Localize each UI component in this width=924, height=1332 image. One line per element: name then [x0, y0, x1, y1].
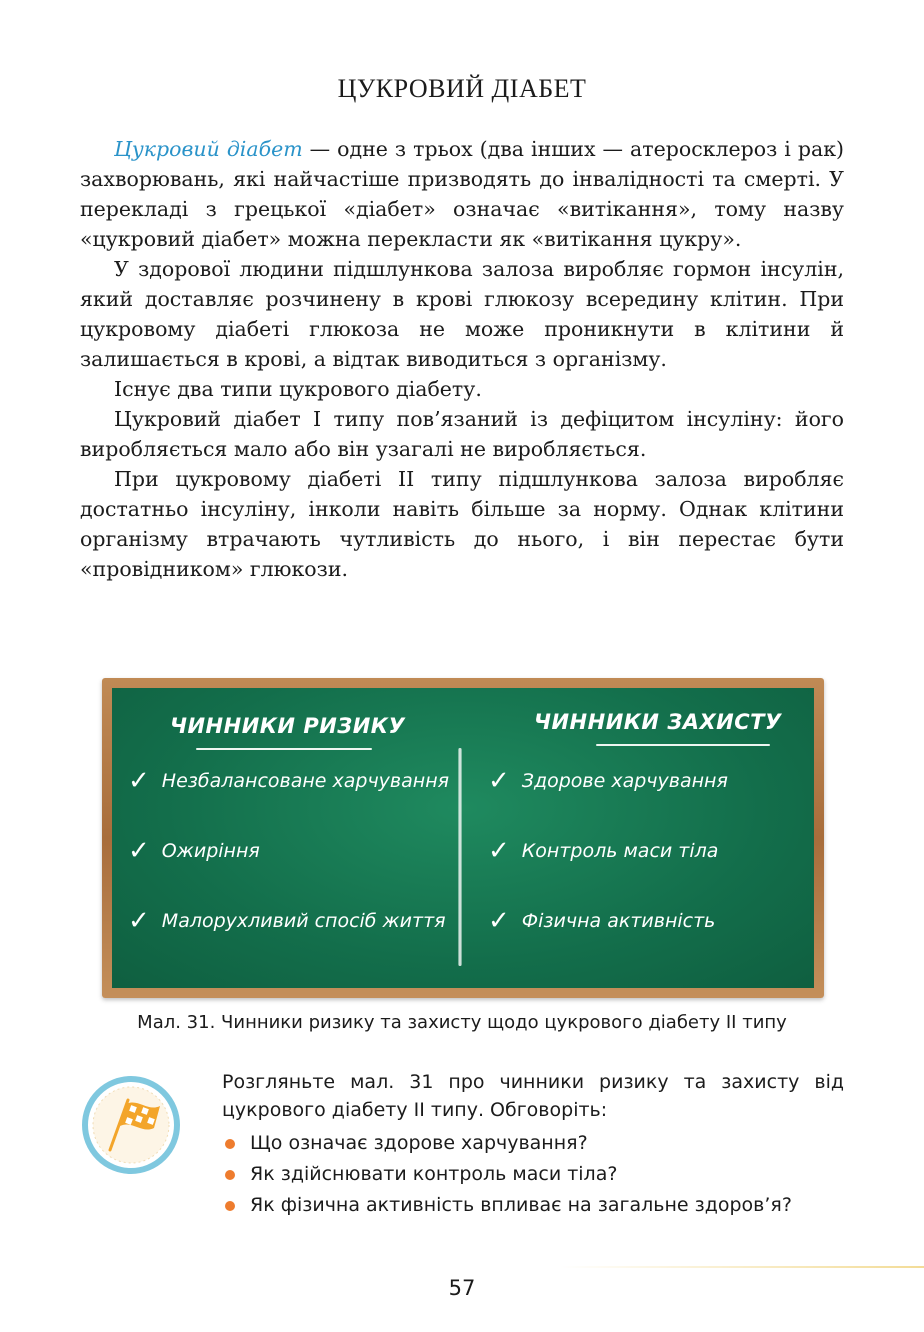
protective-item: ✓ Здорове харчування	[488, 766, 728, 796]
bullet-icon	[225, 1201, 235, 1211]
board-divider	[458, 748, 462, 966]
risk-factors-column	[112, 688, 452, 988]
protective-factors-heading: ЧИННИКИ ЗАХИСТУ	[534, 710, 782, 734]
check-icon: ✓	[128, 836, 150, 866]
chalkboard	[112, 688, 814, 988]
task-intro: Розгляньте мал. 31 про чинники ризику та захисту від цукрового діабету ІІ типу. Обговоріть:	[222, 1071, 844, 1121]
risk-item: ✓ Ожиріння	[128, 836, 260, 866]
protective-item: ✓ Контроль маси тіла	[488, 836, 719, 866]
list-item: Як фізична активність впливає на загальне здоров’я?	[222, 1190, 844, 1221]
check-icon: ✓	[128, 906, 150, 936]
risk-item: ✓ Незбалансоване харчування	[128, 766, 450, 796]
main-text	[80, 134, 844, 584]
paragraph-insulin: У здорової людини підшлункова залоза виробляє гормон інсулін, який доставляє розчинену в крові глюкозу всередину клітин. При цукровому діабеті глюкоза не може проникнути в клітини й залишається в крові, а відтак виводиться з організму.	[80, 257, 844, 371]
discussion-task	[222, 1068, 844, 1221]
paragraph-type-1: Цукровий діабет І типу пов’язаний із дефіцитом інсуліну: його виробляється мало або він узагалі не виробляється.	[80, 407, 844, 461]
paragraph-type-2: При цукровому діабеті ІІ типу підшлункова залоза виробляє достатньо інсуліну, інколи навіть більше за норму. Однак клітини організму втрачають чутливість до нього, і він перестає бути «провідником» глюкози.	[80, 467, 844, 581]
discussion-flag-icon	[82, 1076, 180, 1174]
question-list	[222, 1128, 844, 1221]
check-icon: ✓	[488, 836, 510, 866]
risk-heading-underline	[196, 748, 372, 750]
chalkboard-frame	[102, 678, 824, 998]
check-icon: ✓	[488, 906, 510, 936]
paragraph-definition-text: — одне з трьох (два інших — атеросклероз і рак) захворювань, які найчастіше призводять до інвалідності та смерті. У перекладі з грецької «діабет» означає «витікання», тому назву «цукровий діабет» можна перекласти як «витікання цукру».	[80, 137, 844, 251]
list-item: Як здійснювати контроль маси тіла?	[222, 1159, 844, 1190]
bullet-icon	[225, 1170, 235, 1180]
check-icon: ✓	[488, 766, 510, 796]
paragraph-definition	[80, 134, 844, 254]
figure-caption: Мал. 31. Чинники ризику та захисту щодо цукрового діабету ІІ типу	[137, 1012, 787, 1033]
term-diabetes: Цукровий діабет	[114, 137, 303, 161]
paragraph-types: Існує два типи цукрового діабету.	[114, 377, 482, 401]
list-item: Що означає здорове харчування?	[222, 1128, 844, 1159]
check-icon: ✓	[128, 766, 150, 796]
protective-factors-column	[472, 688, 812, 988]
protective-item: ✓ Фізична активність	[488, 906, 716, 936]
bullet-icon	[225, 1139, 235, 1149]
page-title: ЦУКРОВИЙ ДІАБЕТ	[337, 74, 587, 103]
footer-divider	[560, 1266, 924, 1268]
risk-factors-heading: ЧИННИКИ РИЗИКУ	[170, 714, 406, 738]
risk-item: ✓ Малорухливий спосіб життя	[128, 906, 446, 936]
protective-heading-underline	[596, 744, 770, 746]
page-number: 57	[448, 1276, 476, 1300]
